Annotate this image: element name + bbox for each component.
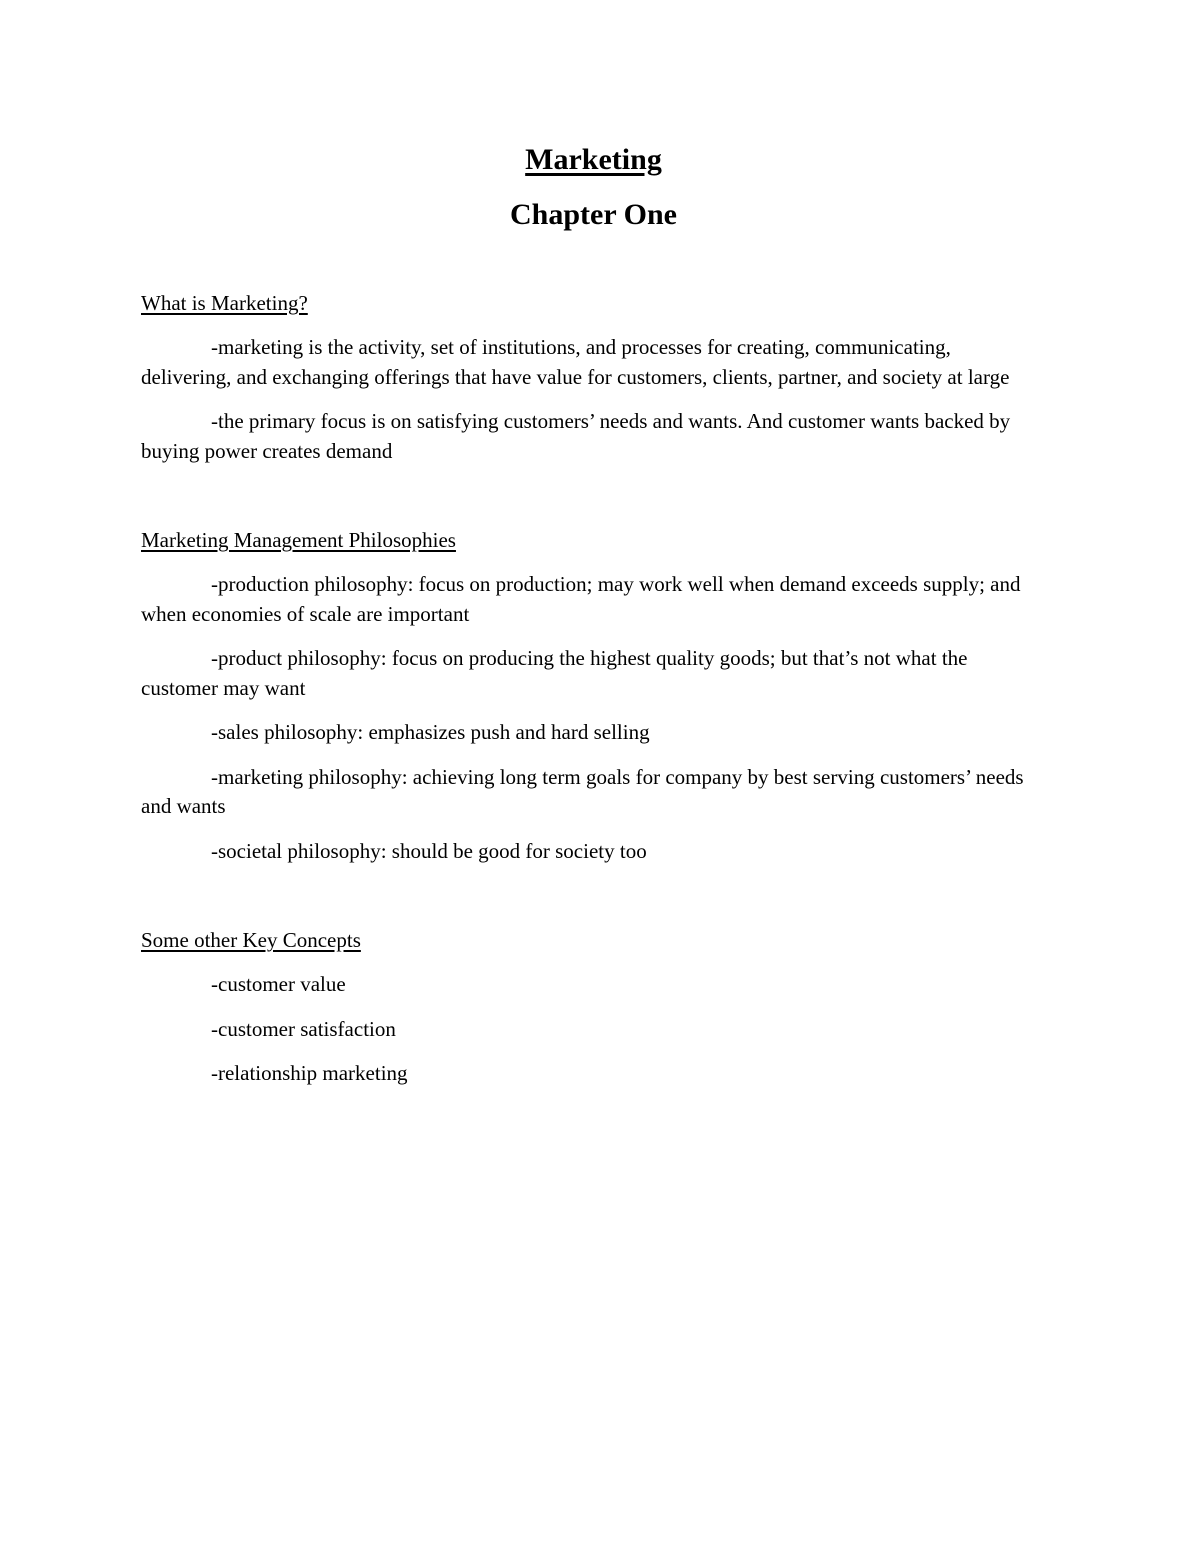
chapter-title: Chapter One	[510, 198, 677, 231]
paragraph: -sales philosophy: emphasizes push and hard selling	[211, 720, 650, 744]
list-item: -customer satisfaction	[211, 1016, 396, 1041]
section-heading: Marketing Management Philosophies	[141, 528, 456, 552]
section-heading: Some other Key Concepts	[141, 928, 361, 952]
paragraph: -production philosophy: focus on production; may work well when demand exceeds supply; and when economies of scale are important	[141, 572, 1021, 626]
paragraph: -the primary focus is on satisfying customers’ needs and wants. And customer wants backed by buying power creates demand	[141, 409, 1011, 463]
section-what-is-marketing	[141, 288, 1046, 466]
paragraph: -societal philosophy: should be good for society too	[211, 838, 647, 863]
list-item: -relationship marketing	[211, 1061, 408, 1085]
document-body	[141, 140, 1046, 1089]
section-key-concepts	[141, 925, 1046, 1089]
paragraph: -marketing philosophy: achieving long term goals for company by best serving customers’ needs and wants	[141, 764, 1024, 818]
paragraph: -marketing is the activity, set of institutions, and processes for creating, communicating, delivering, and exchanging offerings that have value for customers, clients, partner, and society at large	[141, 335, 1010, 389]
paragraph: -product philosophy: focus on producing the highest quality goods; but that’s not what the customer may want	[141, 646, 968, 700]
document-title: Marketing	[525, 143, 662, 176]
section-management-philosophies	[141, 525, 1046, 866]
section-heading: What is Marketing?	[141, 291, 308, 315]
list-item: -customer value	[211, 972, 346, 996]
